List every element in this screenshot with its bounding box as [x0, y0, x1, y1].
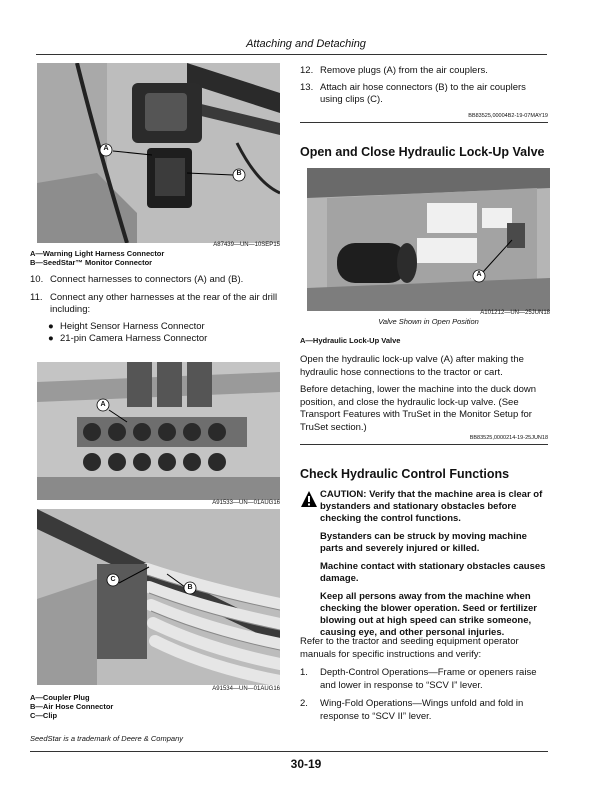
paragraph: Open the hydraulic lock-up valve (A) after making the hydraulic hose connections to the tractor or cart. — [300, 354, 524, 378]
step-13: 13. Attach air hose connectors (B) to the air couplers using clips (C). — [300, 81, 526, 105]
valve-label-a: A — [476, 271, 482, 278]
valve-fig-id: A101212—UN—25JUN18 — [480, 310, 550, 316]
fig3-legend — [30, 693, 280, 720]
fig2-id: A91533—UN—01AUG16 — [212, 500, 280, 506]
connector-photo — [37, 63, 280, 243]
bullet-item: ● 21-pin Camera Harness Connector — [48, 333, 208, 344]
fig1-legend — [30, 249, 280, 267]
warning-icon — [300, 490, 318, 508]
bullet-item: ● Height Sensor Harness Connector — [48, 320, 205, 332]
lockup-valve-photo — [307, 168, 550, 311]
right-steps — [300, 65, 550, 107]
step-11: 11. Connect any other harnesses at the rear of the air drill including: — [30, 291, 278, 315]
reference-code: BB83525,00004B2-19-07MAY19 — [468, 113, 548, 119]
bullet-icon: ● — [48, 333, 54, 344]
section1-body — [300, 354, 550, 434]
section-title: Open and Close Hydraulic Lock-Up Valve — [300, 145, 545, 159]
coupler-photo — [37, 362, 280, 500]
page-header: Attaching and Detaching — [246, 38, 366, 50]
legend-item: B—SeedStar™ Monitor Connector — [30, 258, 153, 267]
caution-block — [320, 489, 550, 645]
section-rule — [300, 122, 548, 123]
caution-text: Bystanders can be struck by moving machine parts and severely injured or killed. — [320, 531, 527, 554]
fig3-label-c: C — [110, 576, 116, 583]
fig2-label-a: A — [100, 401, 106, 408]
section-rule — [300, 444, 548, 445]
legend-item: B—Air Hose Connector — [30, 702, 114, 711]
legend-item: C—Clip — [30, 711, 58, 720]
fig1-id: A87439—UN—10SEP15 — [213, 242, 280, 248]
legend-item: A—Warning Light Harness Connector — [30, 249, 165, 258]
paragraph: Before detaching, lower the machine into the duck down position, and close the hydraulic lock-up valve. (See Transport Features with TruSet in the Monitor Setup for TruSet section.) — [300, 384, 537, 433]
caution-text: CAUTION: Verify that the machine area is clear of bystanders and stationary obstacles before checking the control functions. — [320, 489, 543, 524]
step-10: 10. Connect harnesses to connectors (A) and (B). — [30, 274, 244, 285]
caution-text: Machine contact with stationary obstacles causes damage. — [320, 561, 546, 584]
legend-item: A—Hydraulic Lock-Up Valve — [300, 336, 401, 345]
fig3-id: A91534—UN—01AUG16 — [212, 686, 280, 692]
fig3-label-b: B — [187, 584, 193, 591]
section-title: Check Hydraulic Control Functions — [300, 467, 510, 481]
fig1-label-a: A — [103, 145, 109, 152]
fig1-label-b: B — [236, 170, 242, 177]
page-number: 30-19 — [290, 757, 322, 771]
step-1: 1. Depth-Control Operations—Frame or openers raise and lower in response to “SCV I” lever. — [300, 667, 537, 691]
section2-body — [300, 636, 550, 723]
figure-caption: Valve Shown in Open Position — [378, 317, 479, 326]
caution-text: Keep all persons away from the machine when checking the blower operation. Seed or fertilizer blowing out at high speed can strike someone, causing eye, and other personal injuries. — [320, 591, 537, 638]
hose-photo — [37, 509, 280, 685]
valve-legend — [300, 336, 550, 345]
step-2: 2. Wing-Fold Operations—Wings unfold and fold in response to “SCV II” lever. — [300, 698, 524, 722]
paragraph: Refer to the tractor and seeding equipment operator manuals for specific instructions and verify: — [300, 636, 519, 660]
step-12: 12. Remove plugs (A) from the air couplers. — [300, 65, 488, 76]
header-rule — [36, 54, 547, 55]
left-steps — [30, 274, 280, 346]
trademark-note: SeedStar is a trademark of Deere & Company — [30, 734, 183, 743]
legend-item: A—Coupler Plug — [30, 693, 90, 702]
reference-code: BB83525,0000214-19-25JUN18 — [469, 435, 548, 441]
bullet-icon: ● — [48, 320, 54, 332]
footer-rule — [30, 751, 548, 752]
